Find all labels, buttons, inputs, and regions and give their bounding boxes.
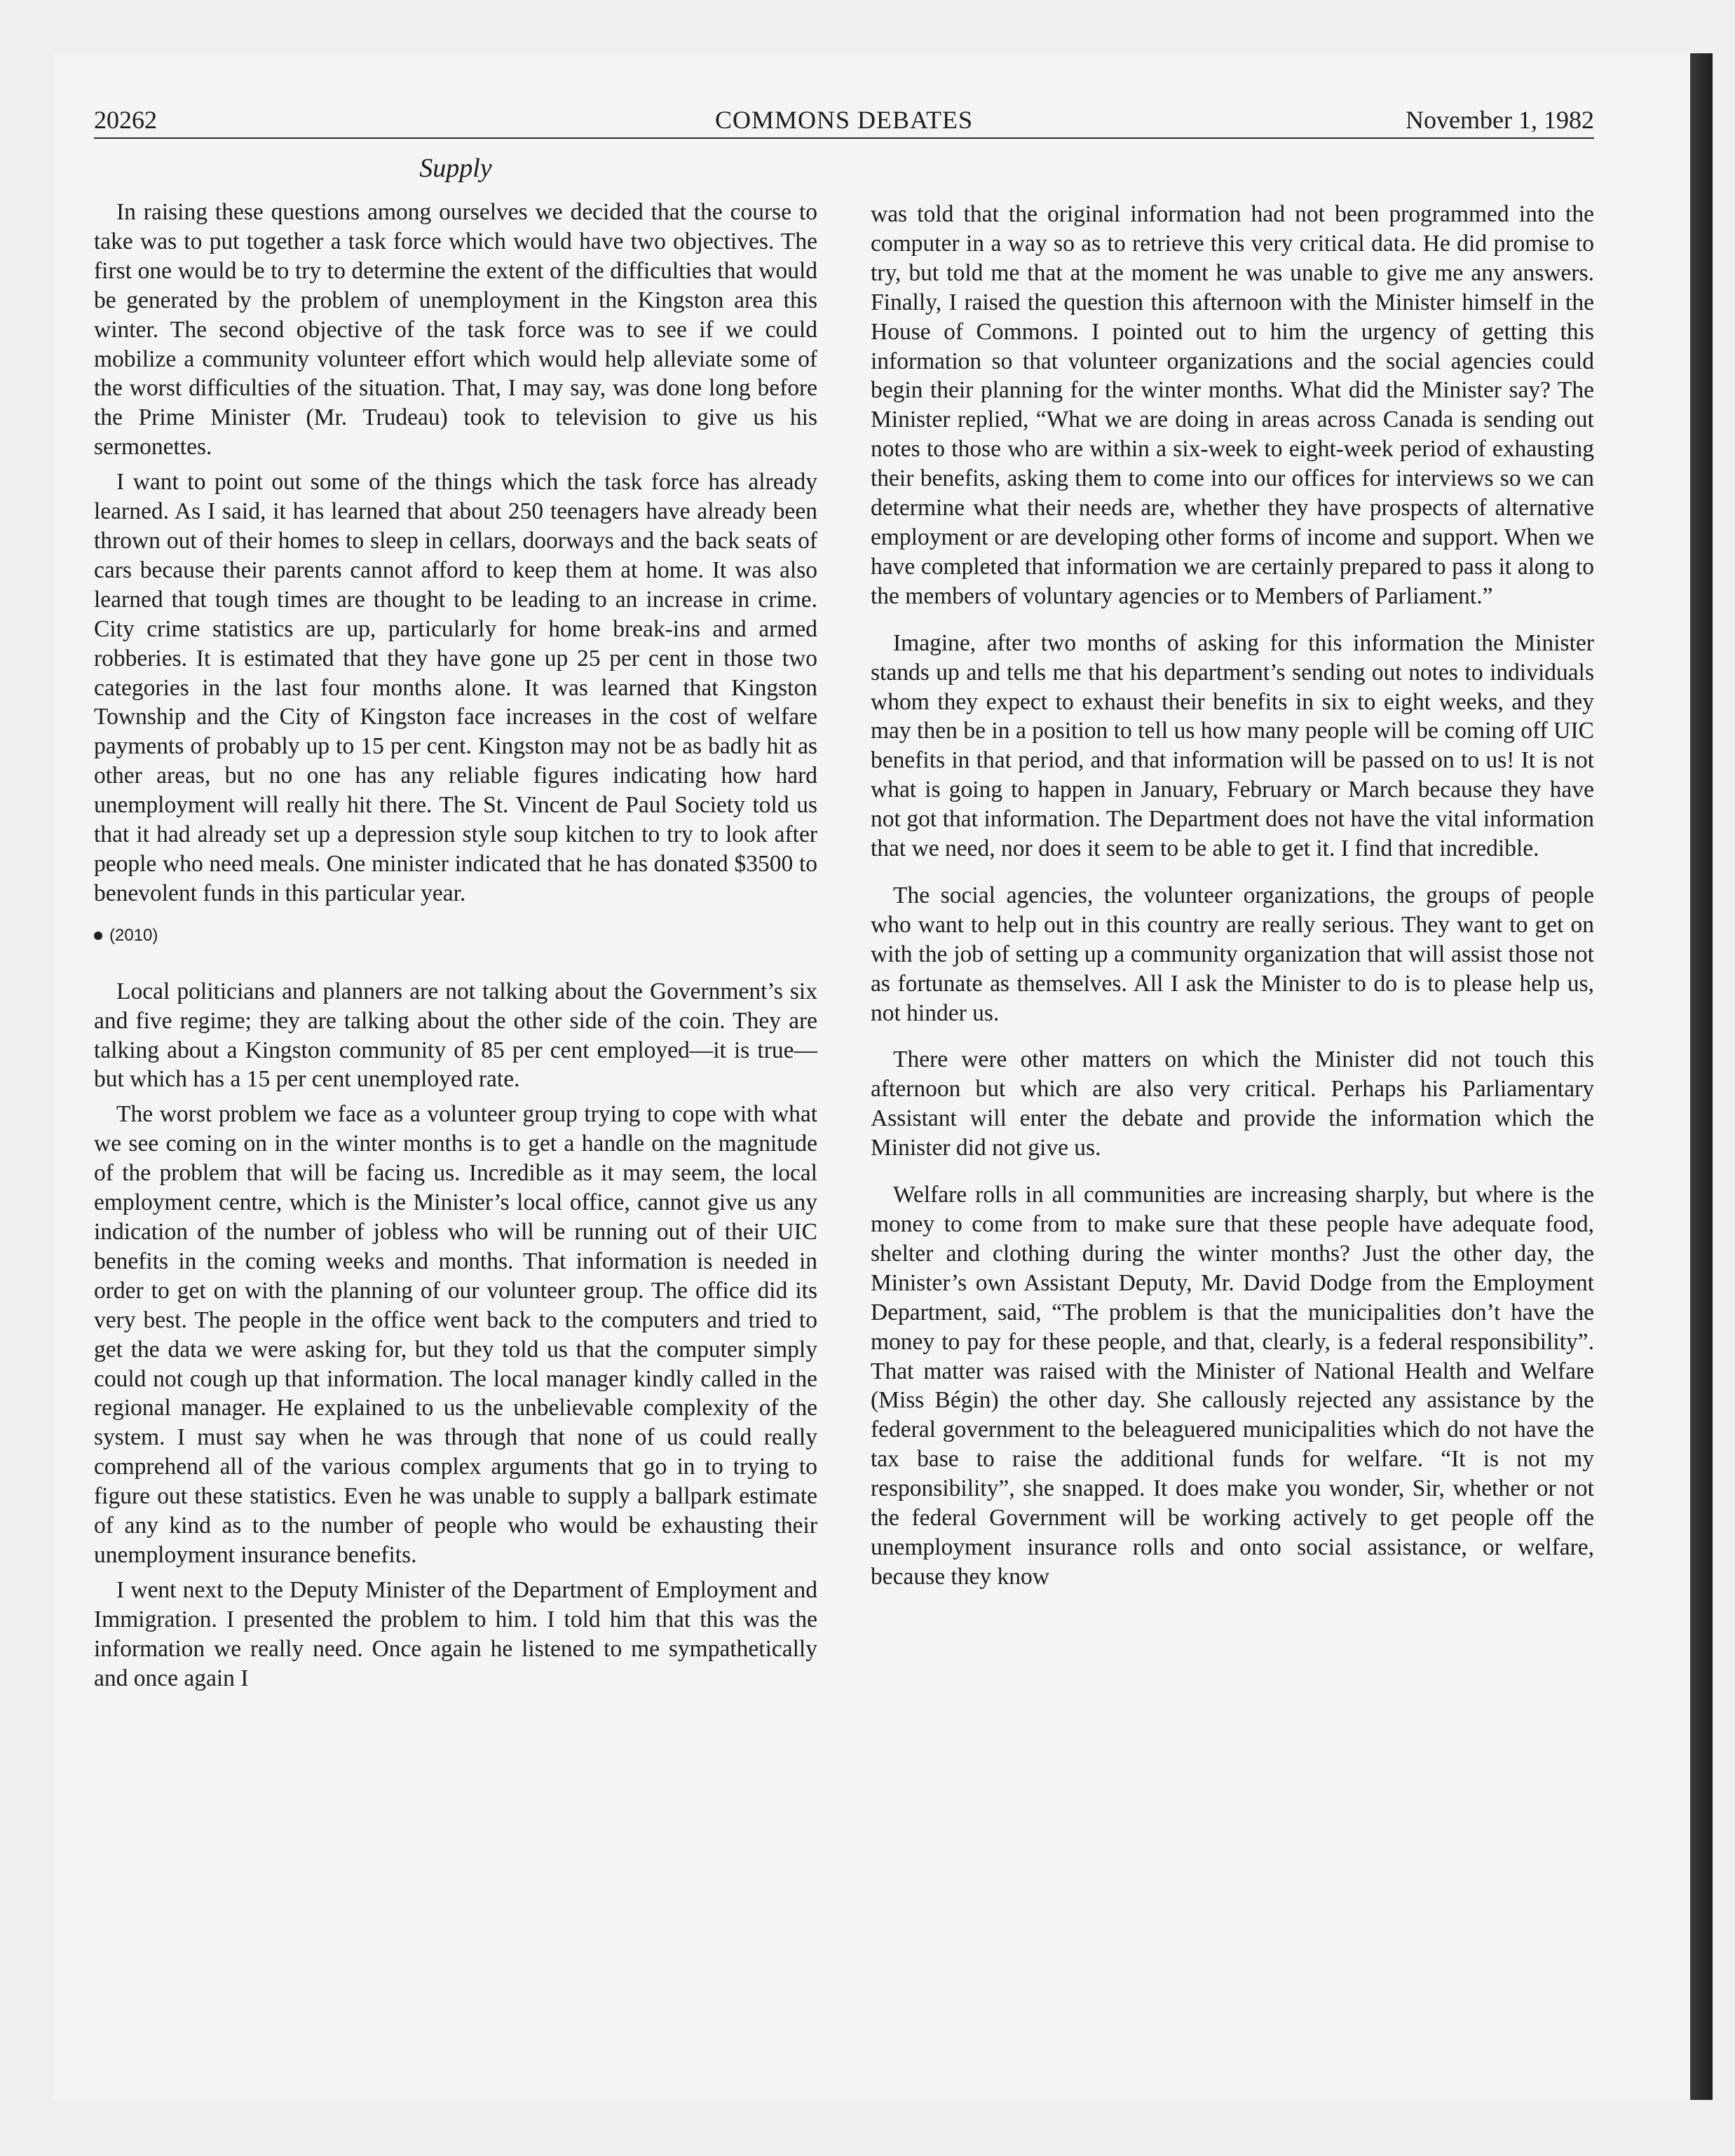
paragraph: In raising these questions among ourselves we decided that the course to take was to put together a task force which would have two objectives. The first one would be to try to determine the extent of the difficulties that would be generated by the problem of unemployment in the Kingston area this winter. The second objective of the task force was to see if we could mobilize a community volunteer effort which would help alleviate some of the worst difficulties of the situation. That, I may say, was done long before the Prime Minister (Mr. Trudeau) took to television to give us his sermonettes. [94,199,817,460]
paragraph: Local politicians and planners are not talking about the Government’s six and five regime; they are talking about the other side of the coin. They are talking about a Kingston community of 85 per cent employed—it is true—but which has a 15 per cent unemployed rate. [94,978,817,1093]
header-rule [94,137,1594,139]
running-header [94,105,1594,154]
paragraph: The social agencies, the volunteer organizations, the groups of people who want to help out in this country are really serious. They want to get on with the job of setting up a community organization that will assist those not as fortunate as themselves. All I ask the Minister to do is to please help us, not hinder us. [871,882,1594,1026]
section-title: Supply [419,153,492,183]
header-date: November 1, 1982 [1406,106,1594,134]
time-marker [94,925,817,946]
page-number: 20262 [94,106,157,134]
publication-title: COMMONS DEBATES [714,106,974,134]
time-marker-text: (2010) [109,925,158,945]
bullet-icon [94,932,102,940]
paragraph: Welfare rolls in all communities are increasing sharply, but where is the money to come from to make sure that these people have adequate food, shelter and clothing during the winter months? Just the other day, the Minister’s own Assistant Deputy, Mr. David Dodge from the Employment Department, said, “The problem is that the municipalities don’t have the money to pay for these people, and that, clearly, is a federal responsibility”. That matter was raised with the Minister of National Health and Welfare (Miss Bégin) the other day. She callously rejected any assistance by the federal government to the beleaguered municipalities which do not have the tax base to raise the additional funds for welfare. “It is not my responsibility”, she snapped. It does make you wonder, Sir, whether or not the federal Government will be working actively to get people off the unemployment insurance rolls and onto social assistance, or welfare, because they know [871,1182,1594,1590]
paragraph: was told that the original information had not been programmed into the computer in a way so as to retrieve this very critical data. He did promise to try, but told me that at the moment he was unable to give me any answers. Finally, I raised the question this afternoon with the Minister himself in the House of Commons. I pointed out to him the urgency of getting this information so that volunteer organizations and the social agencies could begin their planning for the winter months. What did the Minister say? The Minister replied, “What we are doing in areas across Canada is sending out notes to those who are within a six-week to eight-week period of exhausting their benefits, asking them to come into our offices for interviews so we can determine what their needs are, whether they have prospects of alternative employment or are developing other forms of income and support. When we have completed that information we are certainly prepared to pass it along to the members of voluntary agencies or to Members of Parliament.” [871,201,1594,609]
right-column [871,200,1594,1592]
binding-edge [1690,53,1713,2100]
paragraph: Imagine, after two months of asking for this information the Minister stands up and tells me that his department’s sending out notes to individuals whom they expect to exhaust their benefits in six to eight weeks, and they may then be in a position to tell us how many people will be coming off UIC benefits in that period, and that information will be passed on to us! It is not what is going to happen in January, February or March because they have not got that information. The Department does not have the vital information that we need, nor does it seem to be able to get it. I find that incredible. [871,629,1594,862]
paragraph: There were other matters on which the Minister did not touch this afternoon but which are also very critical. Perhaps his Parliamentary Assistant will enter the debate and provide the information which the Minister did not give us. [871,1046,1594,1161]
paragraph: I went next to the Deputy Minister of the Department of Employment and Immigration. I presented the problem to him. I told him that this was the information we really need. Once again he listened to me sympathetically and once again I [94,1576,817,1691]
left-column [94,198,817,1693]
paragraph: The worst problem we face as a volunteer group trying to cope with what we see coming on in the winter months is to get a handle on the magnitude of the problem that will be facing us. Incredible as it may seem, the local employment centre, which is the Minister’s local office, cannot give us any indication of the number of jobless who will be running out of their UIC benefits in the coming weeks and months. That information is needed in order to get on with the planning of our volunteer group. The office did its very best. The people in the office went back to the computers and tried to get the data we were asking for, but they told us that the computer simply could not cough up that information. The local manager kindly called in the regional manager. He explained to us the unbelievable complexity of the system. I must say when he was through that none of us could really comprehend all of the various complex arguments that go in to trying to figure out these statistics. Even he was unable to supply a ballpark estimate of any kind as to the number of people who would be exhausting their unemployment insurance benefits. [94,1101,817,1568]
paragraph: I want to point out some of the things which the task force has already learned. As I said, it has learned that about 250 teenagers have already been thrown out of their homes to sleep in cellars, doorways and the back seats of cars because their parents cannot afford to keep them at home. It was also learned that tough times are thought to be leading to an increase in crime. City crime statistics are up, particularly for home break-ins and armed robberies. It is estimated that they have gone up 25 per cent in those two categories in the last four months alone. It was learned that Kingston Township and the City of Kingston face increases in the cost of welfare payments of probably up to 15 per cent. Kingston may not be as badly hit as other areas, but no one has any reliable figures indicating how hard unemployment will really hit there. The St. Vincent de Paul Society told us that it had already set up a depression style soup kitchen to try to look after people who need meals. One minister indicated that he has donated $3500 to benevolent funds in this particular year. [94,469,817,906]
